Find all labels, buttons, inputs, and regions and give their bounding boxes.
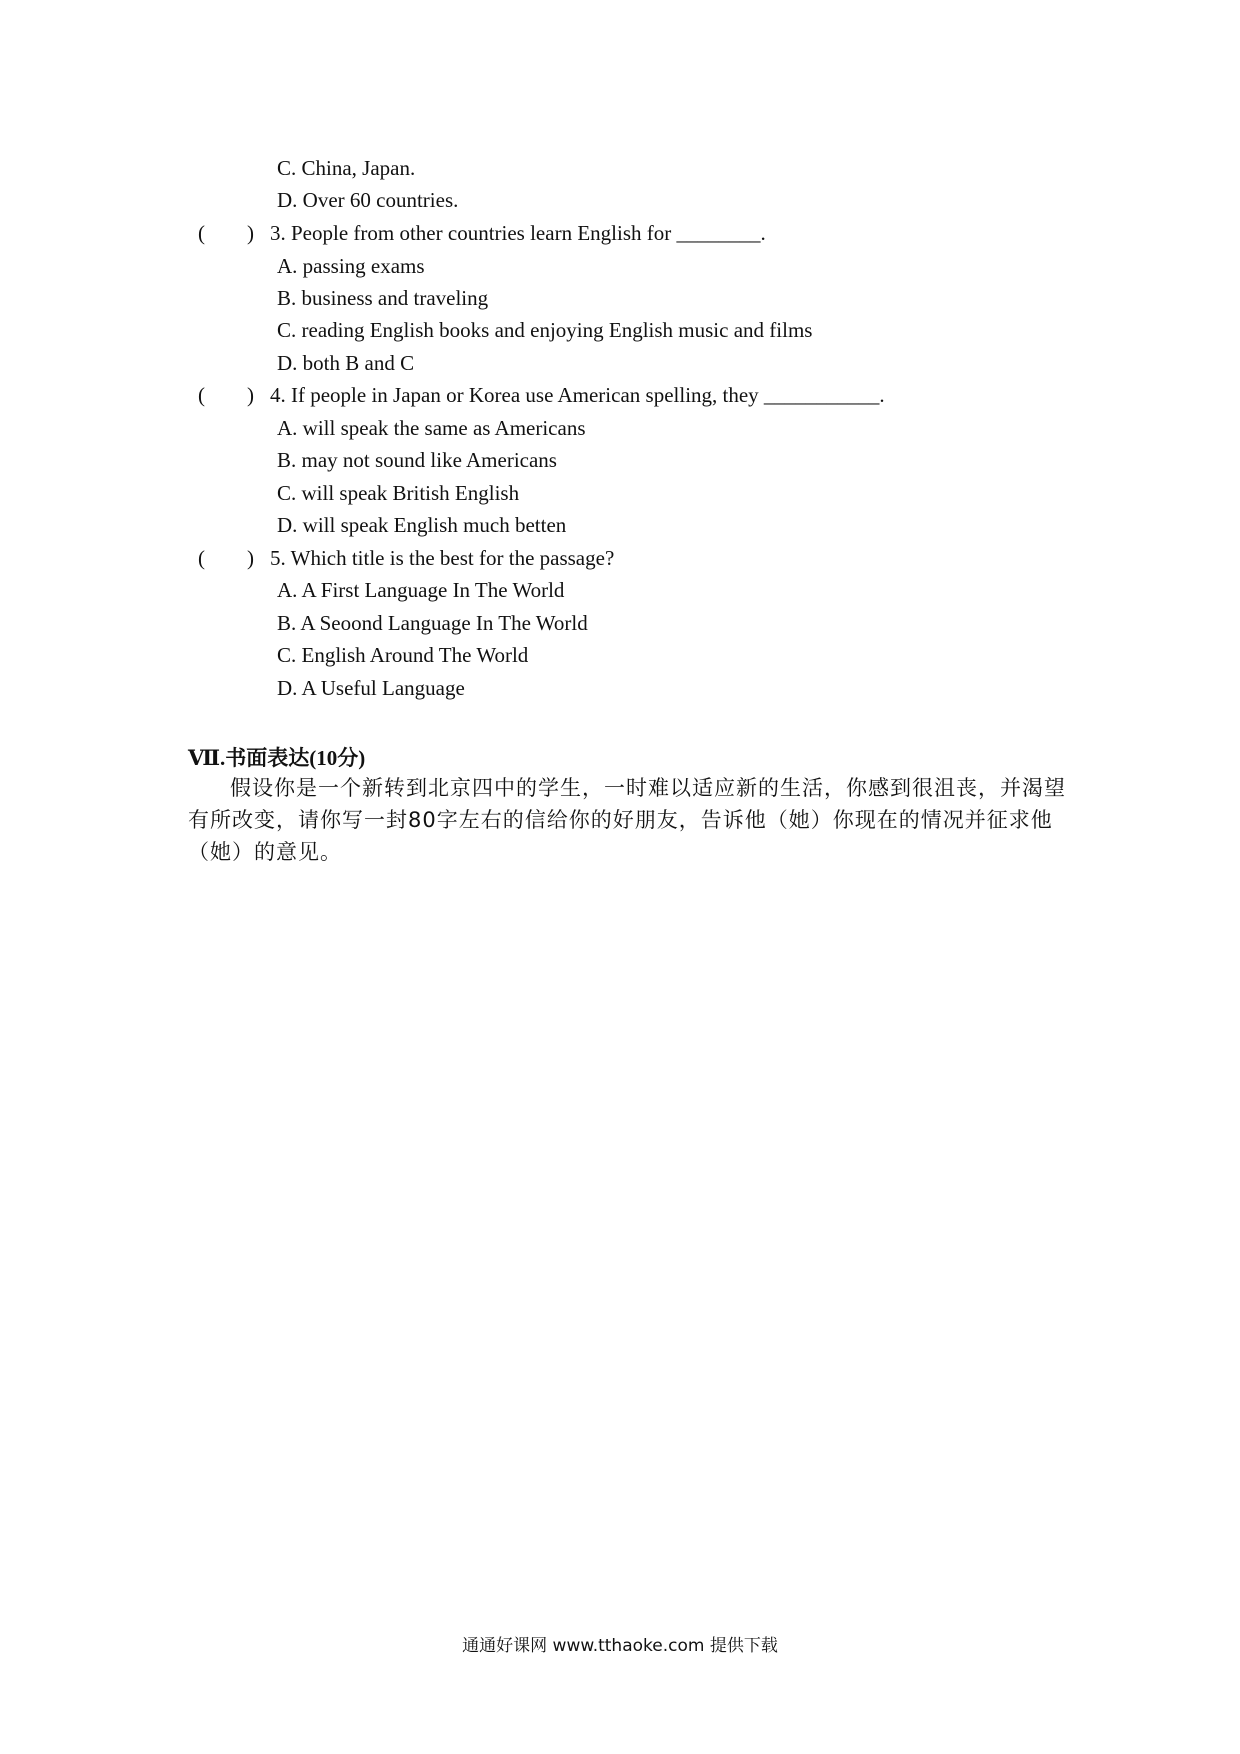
writing-prompt: 假设你是一个新转到北京四中的学生，一时难以适应新的生活，你感到很沮丧，并渴望有所改变，请你写一封80字左右的信给你的好朋友，告诉他（她）你现在的情况并征求他（她）的意见。 — [188, 776, 1066, 864]
q2-option-d: D. Over 60 countries. — [277, 188, 459, 212]
q5-option-b: B. A Seoond Language In The World — [277, 611, 588, 635]
q5-option-a: A. A First Language In The World — [277, 578, 565, 602]
answer-blank: ( ) — [198, 221, 254, 245]
writing-section-title: Ⅶ.书面表达(10分) — [188, 746, 366, 770]
q5-option-d: D. A Useful Language — [277, 676, 465, 700]
question-text: 3. People from other countries learn English for ________. — [270, 221, 766, 245]
q4-option-b: B. may not sound like Americans — [277, 448, 557, 472]
q2-option-c: C. China, Japan. — [277, 156, 416, 180]
question-5 — [198, 544, 614, 572]
answer-blank: ( ) — [198, 546, 254, 570]
q3-option-d: D. both B and C — [277, 351, 415, 375]
answer-blank: ( ) — [198, 383, 254, 407]
q3-option-a: A. passing exams — [277, 254, 425, 278]
q3-option-b: B. business and traveling — [277, 286, 489, 310]
q4-option-c: C. will speak British English — [277, 481, 520, 505]
q4-option-d: D. will speak English much betten — [277, 513, 567, 537]
q3-option-c: C. reading English books and enjoying English music and films — [277, 318, 813, 342]
question-3 — [198, 219, 766, 247]
q4-option-a: A. will speak the same as Americans — [277, 416, 586, 440]
question-text: 4. If people in Japan or Korea use American spelling, they ___________. — [270, 383, 885, 407]
page-footer: 通通好课网 www.tthaoke.com 提供下载 — [462, 1636, 778, 1656]
question-4 — [198, 381, 885, 409]
q5-option-c: C. English Around The World — [277, 643, 529, 667]
question-text: 5. Which title is the best for the passage? — [270, 546, 615, 570]
